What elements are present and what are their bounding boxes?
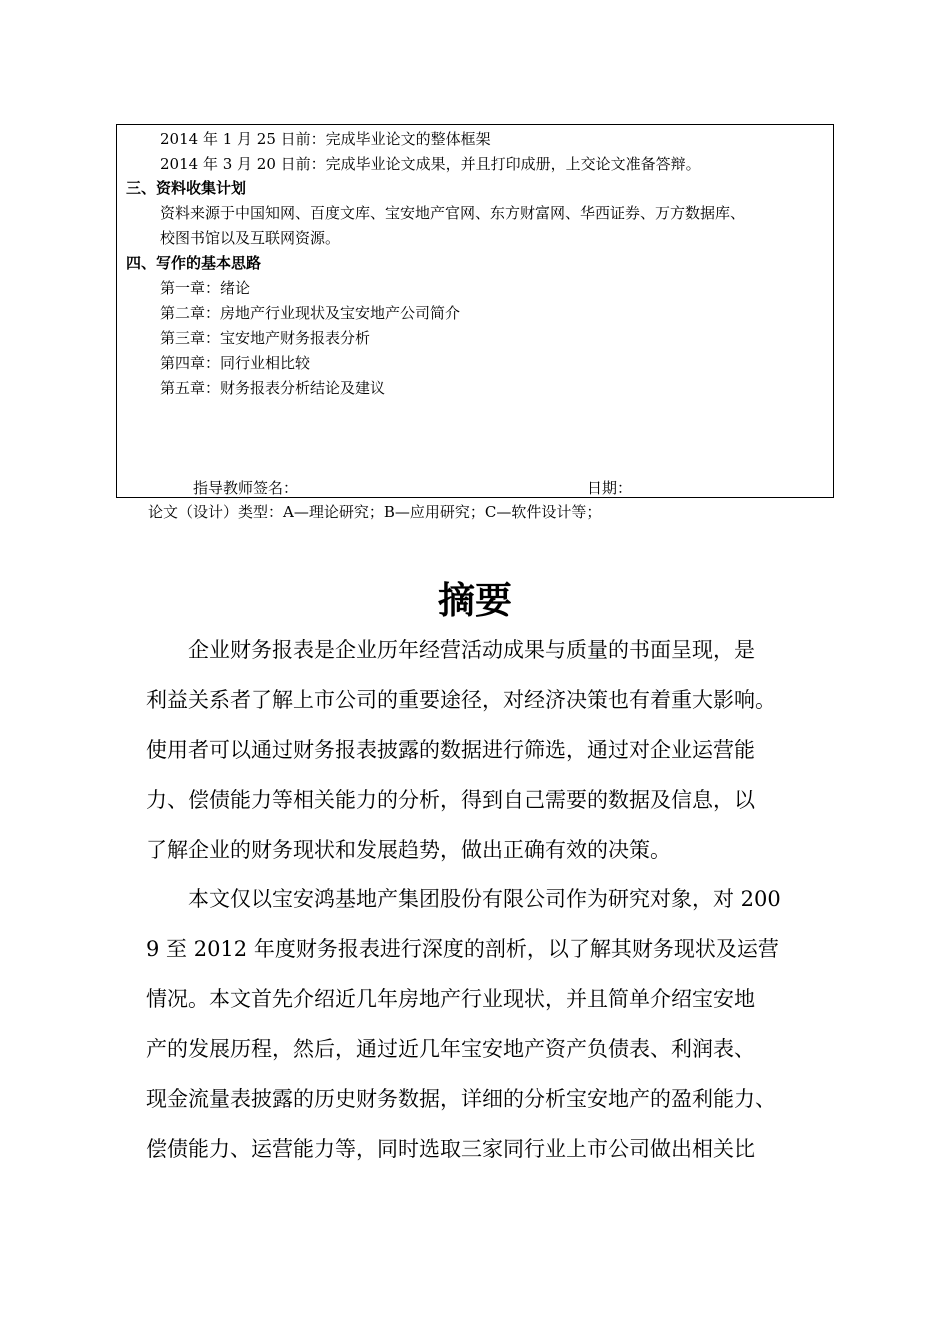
abstract-line: 本文仅以宝安鸿基地产集团股份有限公司作为研究对象，对 200: [188, 887, 781, 911]
abstract-line: 现金流量表披露的历史财务数据，详细的分析宝安地产的盈利能力、: [146, 1087, 776, 1111]
advisor-signature-label: 指导教师签名：: [193, 479, 299, 497]
abstract-line: 偿债能力、运营能力等，同时选取三家同行业上市公司做出相关比: [146, 1137, 755, 1161]
schedule-line-1: 2014 年 1 月 25 日前：完成毕业论文的整体框架: [160, 130, 491, 148]
abstract-line: 9 至 2012 年度财务报表进行深度的剖析，以了解其财务现状及运营: [146, 937, 779, 961]
section-3-heading: 三、资料收集计划: [126, 179, 247, 197]
sources-line-1: 资料来源于中国知网、百度文库、宝安地产官网、东方财富网、华西证券、万方数据库、: [160, 204, 746, 222]
abstract-title: 摘要: [438, 578, 512, 622]
abstract-line: 了解企业的财务现状和发展趋势，做出正确有效的决策。: [146, 838, 671, 862]
section-4-heading: 四、写作的基本思路: [126, 254, 262, 272]
abstract-line: 利益关系者了解上市公司的重要途径，对经济决策也有着重大影响。: [146, 688, 776, 712]
plan-table: [116, 124, 834, 498]
chapter-4: 第四章：同行业相比较: [160, 354, 311, 372]
chapter-3: 第三章：宝安地产财务报表分析: [160, 329, 371, 347]
abstract-line: 企业财务报表是企业历年经营活动成果与质量的书面呈现，是: [188, 638, 755, 662]
schedule-line-2: 2014 年 3 月 20 日前：完成毕业论文成果，并且打印成册，上交论文准备答辩。: [160, 155, 701, 173]
thesis-type-note: 论文（设计）类型：A—理论研究；B—应用研究；C—软件设计等；: [148, 503, 602, 521]
chapter-2: 第二章：房地产行业现状及宝安地产公司简介: [160, 304, 461, 322]
chapter-1: 第一章：绪论: [160, 279, 251, 297]
sources-line-2: 校图书馆以及互联网资源。: [160, 229, 341, 247]
abstract-line: 力、偿债能力等相关能力的分析，得到自己需要的数据及信息，以: [146, 788, 755, 812]
abstract-line: 情况。本文首先介绍近几年房地产行业现状，并且简单介绍宝安地: [146, 987, 755, 1011]
abstract-line: 使用者可以通过财务报表披露的数据进行筛选，通过对企业运营能: [146, 738, 755, 762]
chapter-5: 第五章：财务报表分析结论及建议: [160, 379, 386, 397]
abstract-line: 产的发展历程，然后，通过近几年宝安地产资产负债表、利润表、: [146, 1037, 755, 1061]
date-label: 日期：: [587, 479, 633, 497]
